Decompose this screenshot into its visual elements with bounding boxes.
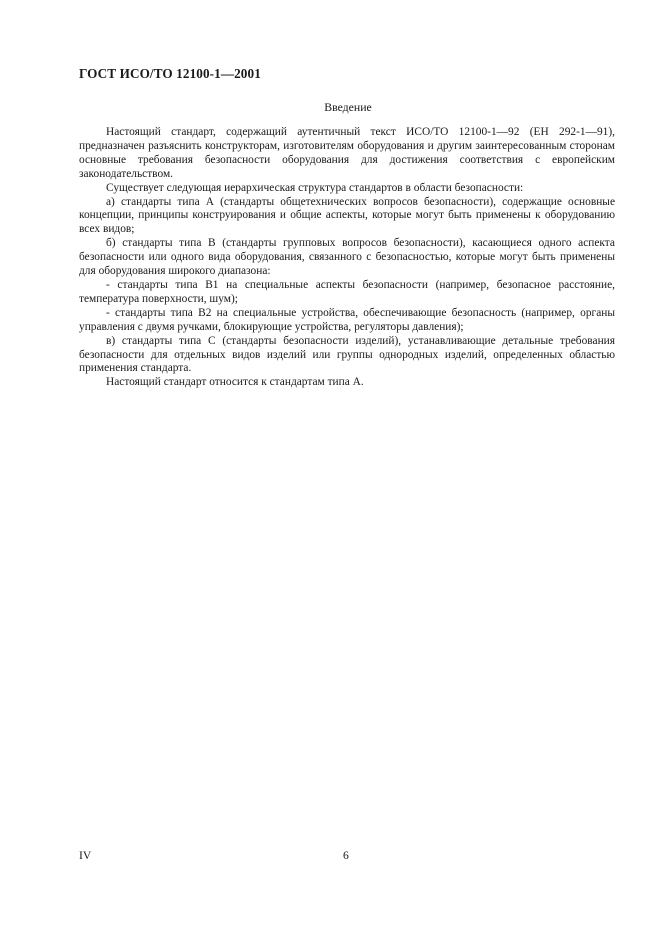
paragraph-conclusion: Настоящий стандарт относится к стандартам типа А.: [106, 376, 364, 389]
paragraph-type-b: б) стандарты типа В (стандарты групповых вопросов безопасности), касающиеся одного аспекта безопасности или одного вида оборудования, связанного с безопасностью, которые могут быть применены для оборудования широкого диапазона:: [79, 237, 615, 278]
paragraph-intro: Настоящий стандарт, содержащий аутентичный текст ИСО/ТО 12100-1—92 (ЕН 292-1—91), предназначен разъяснить конструкторам, изготовителям оборудования и другим заинтересованным сторонам основные требования безопасности оборудования для достижения соответствия с европейским законодательством.: [79, 126, 615, 180]
standard-code-header: ГОСТ ИСО/ТО 12100-1—2001: [79, 66, 261, 81]
page-number: 6: [343, 849, 349, 862]
paragraph-type-c: в) стандарты типа С (стандарты безопасности изделий), устанавливающие детальные требования безопасности для отдельных видов изделий или группы однородных изделий, определенных областью применения стандарта.: [79, 334, 615, 375]
section-title: Введение: [324, 100, 372, 114]
paragraph-type-b1: - стандарты типа В1 на специальные аспекты безопасности (например, безопасное расстояние, температура поверхности, шум);: [79, 278, 615, 305]
paragraph-type-b2: - стандарты типа В2 на специальные устройства, обеспечивающие безопасность (например, органы управления с двумя ручками, блокирующие устройства, регуляторы давления);: [79, 306, 615, 333]
introduction-body: [79, 126, 615, 390]
paragraph-type-a: а) стандарты типа А (стандарты общетехнических вопросов безопасности), содержащие основные концепции, принципы конструирования и общие аспекты, которые могут быть применены к оборудованию всех видов;: [79, 195, 615, 236]
roman-page-label: IV: [79, 849, 92, 862]
paragraph-hierarchy: Существует следующая иерархическая структура стандартов в области безопасности:: [106, 181, 524, 194]
